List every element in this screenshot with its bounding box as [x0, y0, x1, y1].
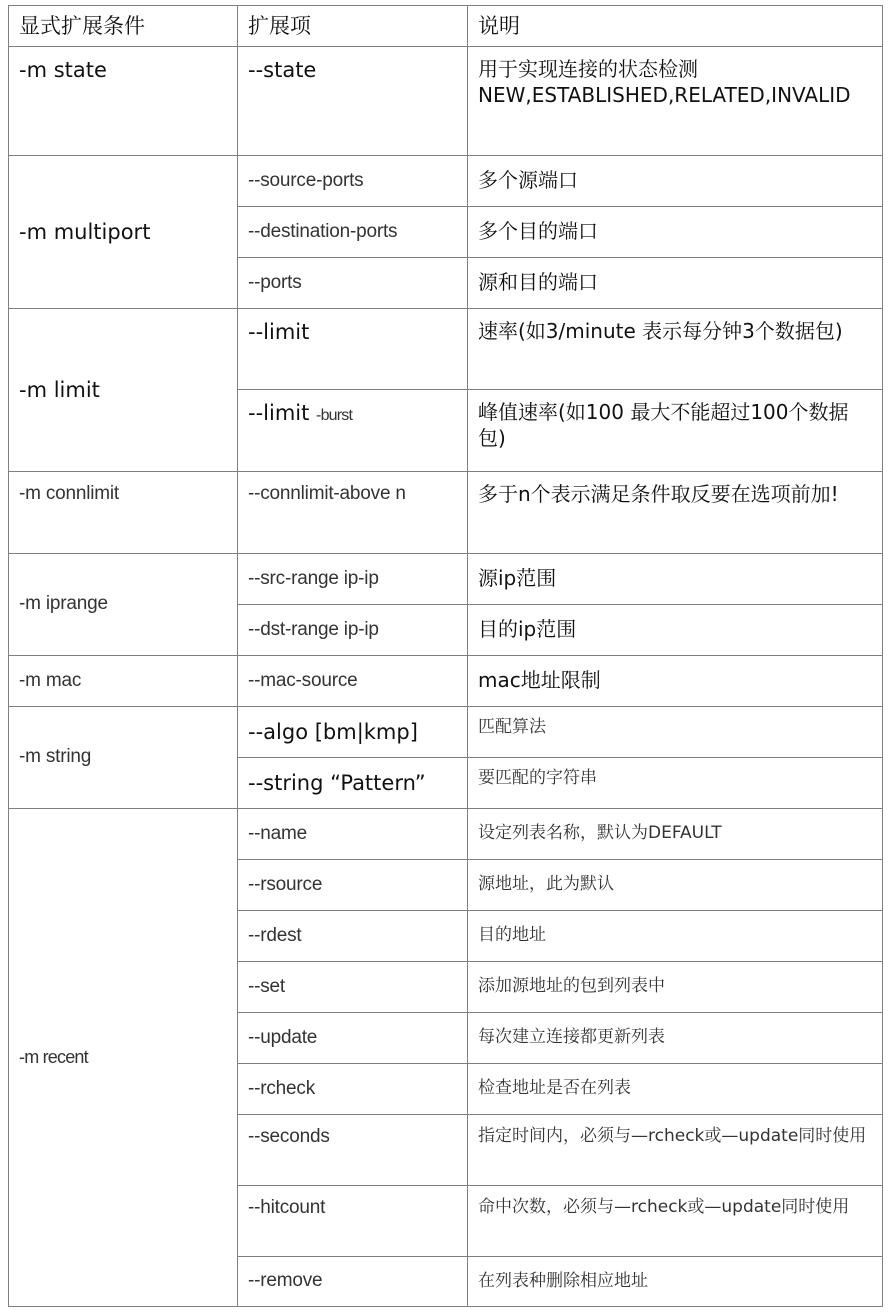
condition-cell: -m multiport [9, 156, 238, 309]
description-cell: 源地址，此为默认 [468, 860, 883, 911]
description-cell [468, 47, 883, 156]
option-text: --limit [248, 401, 310, 425]
option-cell: --seconds [238, 1115, 468, 1186]
condition-cell: -m mac [9, 656, 238, 707]
option-suffix: -burst [316, 407, 353, 424]
description-cell: mac地址限制 [468, 656, 883, 707]
description-cell: 每次建立连接都更新列表 [468, 1013, 883, 1064]
option-cell: --destination-ports [238, 207, 468, 258]
iptables-extension-table [8, 5, 883, 1307]
table-row [9, 809, 883, 860]
option-cell: --rcheck [238, 1064, 468, 1115]
description-cell: 源和目的端口 [468, 258, 883, 309]
table-row [9, 707, 883, 758]
header-description: 说明 [468, 6, 883, 47]
description-cell: 目的ip范围 [468, 605, 883, 656]
table-row [9, 309, 883, 390]
description-cell: 命中次数，必须与—rcheck或—update同时使用 [468, 1186, 883, 1257]
option-cell: --connlimit-above n [238, 472, 468, 554]
description-cell: 多个目的端口 [468, 207, 883, 258]
table-header-row [9, 6, 883, 47]
option-cell: --set [238, 962, 468, 1013]
option-cell: --limit [238, 309, 468, 390]
description-cell: 指定时间内，必须与—rcheck或—update同时使用 [468, 1115, 883, 1186]
description-cell: 多于n个表示满足条件取反要在选项前加! [468, 472, 883, 554]
option-cell: --dst-range ip-ip [238, 605, 468, 656]
description-cell: 在列表种删除相应地址 [468, 1257, 883, 1307]
description-cell: 多个源端口 [468, 156, 883, 207]
option-cell: --mac-source [238, 656, 468, 707]
condition-cell: -m string [9, 707, 238, 809]
condition-cell: -m recent [9, 809, 238, 1307]
option-cell: --source-ports [238, 156, 468, 207]
option-cell: --remove [238, 1257, 468, 1307]
header-condition: 显式扩展条件 [9, 6, 238, 47]
table-row [9, 472, 883, 554]
option-cell: --state [238, 47, 468, 156]
description-cell: 检查地址是否在列表 [468, 1064, 883, 1115]
description-cell: 设定列表名称，默认为DEFAULT [468, 809, 883, 860]
option-cell: --update [238, 1013, 468, 1064]
description-line: NEW,ESTABLISHED,RELATED,INVALID [478, 82, 851, 107]
description-line: 用于实现连接的状态检测 [478, 57, 698, 81]
option-cell: --ports [238, 258, 468, 309]
option-cell: --src-range ip-ip [238, 554, 468, 605]
option-cell: --string “Pattern” [238, 758, 468, 809]
condition-cell: -m limit [9, 309, 238, 472]
table-row [9, 656, 883, 707]
description-cell: 峰值速率(如100 最大不能超过100个数据包) [468, 390, 883, 472]
description-cell: 源ip范围 [468, 554, 883, 605]
option-cell: --algo [bm|kmp] [238, 707, 468, 758]
description-cell: 要匹配的字符串 [468, 758, 883, 809]
option-cell: --name [238, 809, 468, 860]
option-cell: --rsource [238, 860, 468, 911]
description-cell: 速率(如3/minute 表示每分钟3个数据包) [468, 309, 883, 390]
option-cell: --hitcount [238, 1186, 468, 1257]
description-cell: 目的地址 [468, 911, 883, 962]
table-row [9, 156, 883, 207]
condition-cell: -m state [9, 47, 238, 156]
table-row [9, 47, 883, 156]
description-cell: 添加源地址的包到列表中 [468, 962, 883, 1013]
option-cell: --rdest [238, 911, 468, 962]
option-cell [238, 390, 468, 472]
description-cell: 匹配算法 [468, 707, 883, 758]
condition-cell: -m connlimit [9, 472, 238, 554]
condition-cell: -m iprange [9, 554, 238, 656]
header-option: 扩展项 [238, 6, 468, 47]
table-row [9, 554, 883, 605]
